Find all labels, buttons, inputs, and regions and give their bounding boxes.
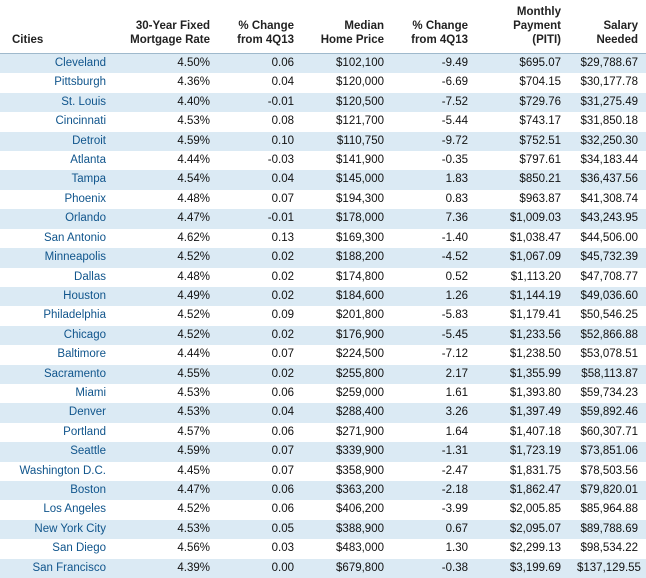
cell-monthly-payment: $1,407.18 bbox=[476, 423, 569, 442]
cell-salary-needed: $60,307.71 bbox=[569, 423, 646, 442]
cell-monthly-payment: $1,393.80 bbox=[476, 384, 569, 403]
table-row bbox=[0, 112, 646, 131]
cell-city: Washington D.C. bbox=[0, 462, 118, 481]
cell-monthly-payment: $1,862.47 bbox=[476, 481, 569, 500]
cell-rate-change: 0.06 bbox=[218, 423, 302, 442]
cell-salary-needed: $98,534.22 bbox=[569, 539, 646, 558]
cell-mortgage-rate: 4.53% bbox=[118, 384, 218, 403]
cell-rate-change: -0.03 bbox=[218, 151, 302, 170]
cell-median-home-price: $271,900 bbox=[302, 423, 392, 442]
cell-city: Miami bbox=[0, 384, 118, 403]
cell-monthly-payment: $695.07 bbox=[476, 54, 569, 74]
cell-rate-change: 0.04 bbox=[218, 73, 302, 92]
cell-median-home-price: $224,500 bbox=[302, 345, 392, 364]
cell-monthly-payment: $1,038.47 bbox=[476, 229, 569, 248]
cell-city: Minneapolis bbox=[0, 248, 118, 267]
cell-median-home-price: $120,500 bbox=[302, 93, 392, 112]
column-header-monthly-payment: Monthly Payment (PITI) bbox=[476, 0, 569, 54]
cell-rate-change: 0.06 bbox=[218, 500, 302, 519]
cell-price-change: 2.17 bbox=[392, 365, 476, 384]
cell-rate-change: -0.01 bbox=[218, 93, 302, 112]
table-row bbox=[0, 500, 646, 519]
cell-price-change: 3.26 bbox=[392, 403, 476, 422]
cell-salary-needed: $73,851.06 bbox=[569, 442, 646, 461]
cell-price-change: -5.44 bbox=[392, 112, 476, 131]
cell-rate-change: 0.00 bbox=[218, 559, 302, 578]
cell-median-home-price: $184,600 bbox=[302, 287, 392, 306]
cell-city: New York City bbox=[0, 520, 118, 539]
cell-mortgage-rate: 4.50% bbox=[118, 54, 218, 74]
cell-city: Portland bbox=[0, 423, 118, 442]
cell-salary-needed: $36,437.56 bbox=[569, 170, 646, 189]
column-header-mortgage-rate: 30-Year Fixed Mortgage Rate bbox=[118, 0, 218, 54]
table-header-row bbox=[0, 0, 646, 54]
cell-salary-needed: $29,788.67 bbox=[569, 54, 646, 74]
cell-city: Tampa bbox=[0, 170, 118, 189]
table-row bbox=[0, 423, 646, 442]
cell-city: Sacramento bbox=[0, 365, 118, 384]
cell-median-home-price: $259,000 bbox=[302, 384, 392, 403]
cell-monthly-payment: $704.15 bbox=[476, 73, 569, 92]
cell-monthly-payment: $1,238.50 bbox=[476, 345, 569, 364]
table-row bbox=[0, 248, 646, 267]
cell-city: San Antonio bbox=[0, 229, 118, 248]
cell-salary-needed: $47,708.77 bbox=[569, 268, 646, 287]
cell-median-home-price: $255,800 bbox=[302, 365, 392, 384]
cell-salary-needed: $50,546.25 bbox=[569, 306, 646, 325]
cell-monthly-payment: $1,723.19 bbox=[476, 442, 569, 461]
cell-monthly-payment: $2,095.07 bbox=[476, 520, 569, 539]
cell-city: Orlando bbox=[0, 209, 118, 228]
cell-mortgage-rate: 4.59% bbox=[118, 132, 218, 151]
table-row bbox=[0, 326, 646, 345]
cell-mortgage-rate: 4.49% bbox=[118, 287, 218, 306]
cell-rate-change: 0.04 bbox=[218, 403, 302, 422]
cell-monthly-payment: $1,355.99 bbox=[476, 365, 569, 384]
column-header-rate-change: % Change from 4Q13 bbox=[218, 0, 302, 54]
column-header-price-change: % Change from 4Q13 bbox=[392, 0, 476, 54]
cell-median-home-price: $679,800 bbox=[302, 559, 392, 578]
cell-rate-change: 0.06 bbox=[218, 384, 302, 403]
cell-price-change: -5.83 bbox=[392, 306, 476, 325]
cell-mortgage-rate: 4.44% bbox=[118, 151, 218, 170]
cell-price-change: -4.52 bbox=[392, 248, 476, 267]
cell-monthly-payment: $2,299.13 bbox=[476, 539, 569, 558]
cell-median-home-price: $102,100 bbox=[302, 54, 392, 74]
cell-mortgage-rate: 4.52% bbox=[118, 500, 218, 519]
cell-salary-needed: $53,078.51 bbox=[569, 345, 646, 364]
cell-salary-needed: $58,113.87 bbox=[569, 365, 646, 384]
table-row bbox=[0, 73, 646, 92]
cell-city: Chicago bbox=[0, 326, 118, 345]
cell-city: St. Louis bbox=[0, 93, 118, 112]
cell-monthly-payment: $797.61 bbox=[476, 151, 569, 170]
cell-city: Dallas bbox=[0, 268, 118, 287]
cell-salary-needed: $41,308.74 bbox=[569, 190, 646, 209]
cell-monthly-payment: $1,067.09 bbox=[476, 248, 569, 267]
cell-price-change: 1.61 bbox=[392, 384, 476, 403]
cell-price-change: -1.31 bbox=[392, 442, 476, 461]
cell-monthly-payment: $1,233.56 bbox=[476, 326, 569, 345]
cell-median-home-price: $388,900 bbox=[302, 520, 392, 539]
cell-mortgage-rate: 4.56% bbox=[118, 539, 218, 558]
cell-rate-change: 0.02 bbox=[218, 248, 302, 267]
table-row bbox=[0, 345, 646, 364]
table-row bbox=[0, 384, 646, 403]
table-row bbox=[0, 520, 646, 539]
cell-rate-change: 0.02 bbox=[218, 326, 302, 345]
cell-monthly-payment: $2,005.85 bbox=[476, 500, 569, 519]
cell-median-home-price: $121,700 bbox=[302, 112, 392, 131]
cell-mortgage-rate: 4.53% bbox=[118, 520, 218, 539]
cell-salary-needed: $78,503.56 bbox=[569, 462, 646, 481]
cell-monthly-payment: $1,113.20 bbox=[476, 268, 569, 287]
cell-rate-change: 0.07 bbox=[218, 190, 302, 209]
cell-rate-change: 0.02 bbox=[218, 365, 302, 384]
cell-price-change: 1.30 bbox=[392, 539, 476, 558]
cell-city: San Diego bbox=[0, 539, 118, 558]
cell-price-change: -1.40 bbox=[392, 229, 476, 248]
cell-rate-change: 0.10 bbox=[218, 132, 302, 151]
cell-median-home-price: $188,200 bbox=[302, 248, 392, 267]
cell-city: Houston bbox=[0, 287, 118, 306]
cell-monthly-payment: $1,009.03 bbox=[476, 209, 569, 228]
cell-rate-change: 0.05 bbox=[218, 520, 302, 539]
cell-mortgage-rate: 4.36% bbox=[118, 73, 218, 92]
cell-salary-needed: $31,275.49 bbox=[569, 93, 646, 112]
cell-monthly-payment: $850.21 bbox=[476, 170, 569, 189]
cell-mortgage-rate: 4.53% bbox=[118, 112, 218, 131]
cell-mortgage-rate: 4.47% bbox=[118, 481, 218, 500]
cell-mortgage-rate: 4.45% bbox=[118, 462, 218, 481]
cell-median-home-price: $174,800 bbox=[302, 268, 392, 287]
cell-city: Los Angeles bbox=[0, 500, 118, 519]
cell-median-home-price: $176,900 bbox=[302, 326, 392, 345]
cell-city: Philadelphia bbox=[0, 306, 118, 325]
cell-median-home-price: $169,300 bbox=[302, 229, 392, 248]
cell-city: Cincinnati bbox=[0, 112, 118, 131]
cell-mortgage-rate: 4.48% bbox=[118, 190, 218, 209]
cell-mortgage-rate: 4.48% bbox=[118, 268, 218, 287]
cell-monthly-payment: $743.17 bbox=[476, 112, 569, 131]
cell-price-change: 7.36 bbox=[392, 209, 476, 228]
cell-price-change: -3.99 bbox=[392, 500, 476, 519]
cell-rate-change: 0.06 bbox=[218, 54, 302, 74]
cell-city: Phoenix bbox=[0, 190, 118, 209]
cell-salary-needed: $43,243.95 bbox=[569, 209, 646, 228]
cell-salary-needed: $45,732.39 bbox=[569, 248, 646, 267]
cell-mortgage-rate: 4.52% bbox=[118, 326, 218, 345]
cell-mortgage-rate: 4.55% bbox=[118, 365, 218, 384]
table-body bbox=[0, 54, 646, 578]
cell-price-change: 0.83 bbox=[392, 190, 476, 209]
cell-price-change: -2.47 bbox=[392, 462, 476, 481]
table-row bbox=[0, 306, 646, 325]
cell-city: Atlanta bbox=[0, 151, 118, 170]
table-row bbox=[0, 287, 646, 306]
cell-mortgage-rate: 4.53% bbox=[118, 403, 218, 422]
column-header-cities: Cities bbox=[0, 0, 118, 54]
cell-mortgage-rate: 4.44% bbox=[118, 345, 218, 364]
cell-median-home-price: $194,300 bbox=[302, 190, 392, 209]
cell-rate-change: 0.03 bbox=[218, 539, 302, 558]
cell-price-change: -5.45 bbox=[392, 326, 476, 345]
table-row bbox=[0, 268, 646, 287]
cell-monthly-payment: $752.51 bbox=[476, 132, 569, 151]
cell-rate-change: 0.07 bbox=[218, 462, 302, 481]
cell-mortgage-rate: 4.54% bbox=[118, 170, 218, 189]
table-row bbox=[0, 442, 646, 461]
cell-monthly-payment: $1,144.19 bbox=[476, 287, 569, 306]
cell-median-home-price: $145,000 bbox=[302, 170, 392, 189]
cell-rate-change: -0.01 bbox=[218, 209, 302, 228]
cell-price-change: -7.52 bbox=[392, 93, 476, 112]
cell-median-home-price: $406,200 bbox=[302, 500, 392, 519]
cell-salary-needed: $31,850.18 bbox=[569, 112, 646, 131]
table-row bbox=[0, 151, 646, 170]
cell-price-change: 1.26 bbox=[392, 287, 476, 306]
cell-median-home-price: $483,000 bbox=[302, 539, 392, 558]
table-row bbox=[0, 93, 646, 112]
cell-salary-needed: $85,964.88 bbox=[569, 500, 646, 519]
cell-price-change: -9.72 bbox=[392, 132, 476, 151]
table-row bbox=[0, 229, 646, 248]
cell-mortgage-rate: 4.62% bbox=[118, 229, 218, 248]
table-row bbox=[0, 539, 646, 558]
table-row bbox=[0, 209, 646, 228]
column-header-median-home-price: Median Home Price bbox=[302, 0, 392, 54]
cell-rate-change: 0.13 bbox=[218, 229, 302, 248]
cell-monthly-payment: $729.76 bbox=[476, 93, 569, 112]
cell-rate-change: 0.09 bbox=[218, 306, 302, 325]
cell-price-change: -9.49 bbox=[392, 54, 476, 74]
cell-salary-needed: $32,250.30 bbox=[569, 132, 646, 151]
cell-median-home-price: $363,200 bbox=[302, 481, 392, 500]
cell-salary-needed: $59,734.23 bbox=[569, 384, 646, 403]
table-header bbox=[0, 0, 646, 54]
cell-price-change: 0.67 bbox=[392, 520, 476, 539]
cell-monthly-payment: $1,397.49 bbox=[476, 403, 569, 422]
cell-city: Cleveland bbox=[0, 54, 118, 74]
cell-monthly-payment: $1,831.75 bbox=[476, 462, 569, 481]
cell-city: Pittsburgh bbox=[0, 73, 118, 92]
cell-median-home-price: $339,900 bbox=[302, 442, 392, 461]
cell-city: Detroit bbox=[0, 132, 118, 151]
cell-price-change: 0.52 bbox=[392, 268, 476, 287]
cell-city: Denver bbox=[0, 403, 118, 422]
cell-rate-change: 0.02 bbox=[218, 287, 302, 306]
table-row bbox=[0, 481, 646, 500]
cell-price-change: 1.83 bbox=[392, 170, 476, 189]
cell-salary-needed: $44,506.00 bbox=[569, 229, 646, 248]
table-row bbox=[0, 132, 646, 151]
cell-rate-change: 0.06 bbox=[218, 481, 302, 500]
cell-city: Boston bbox=[0, 481, 118, 500]
cell-median-home-price: $110,750 bbox=[302, 132, 392, 151]
cell-median-home-price: $141,900 bbox=[302, 151, 392, 170]
cell-monthly-payment: $3,199.69 bbox=[476, 559, 569, 578]
cell-median-home-price: $358,900 bbox=[302, 462, 392, 481]
cell-salary-needed: $89,788.69 bbox=[569, 520, 646, 539]
cell-rate-change: 0.04 bbox=[218, 170, 302, 189]
cell-rate-change: 0.07 bbox=[218, 345, 302, 364]
cell-city: San Francisco bbox=[0, 559, 118, 578]
cell-salary-needed: $59,892.46 bbox=[569, 403, 646, 422]
cell-median-home-price: $178,000 bbox=[302, 209, 392, 228]
cell-monthly-payment: $963.87 bbox=[476, 190, 569, 209]
cell-mortgage-rate: 4.39% bbox=[118, 559, 218, 578]
cell-price-change: -0.38 bbox=[392, 559, 476, 578]
table-row bbox=[0, 170, 646, 189]
cell-rate-change: 0.07 bbox=[218, 442, 302, 461]
cell-mortgage-rate: 4.52% bbox=[118, 306, 218, 325]
cell-rate-change: 0.08 bbox=[218, 112, 302, 131]
table-row bbox=[0, 365, 646, 384]
cell-rate-change: 0.02 bbox=[218, 268, 302, 287]
table-row bbox=[0, 462, 646, 481]
cell-city: Seattle bbox=[0, 442, 118, 461]
cell-mortgage-rate: 4.40% bbox=[118, 93, 218, 112]
cell-city: Baltimore bbox=[0, 345, 118, 364]
table-row bbox=[0, 190, 646, 209]
cell-monthly-payment: $1,179.41 bbox=[476, 306, 569, 325]
cell-median-home-price: $201,800 bbox=[302, 306, 392, 325]
table-row bbox=[0, 54, 646, 74]
cell-price-change: -2.18 bbox=[392, 481, 476, 500]
cell-salary-needed: $34,183.44 bbox=[569, 151, 646, 170]
column-header-salary-needed: Salary Needed bbox=[569, 0, 646, 54]
cell-median-home-price: $120,000 bbox=[302, 73, 392, 92]
table-row bbox=[0, 403, 646, 422]
cell-price-change: -0.35 bbox=[392, 151, 476, 170]
cell-mortgage-rate: 4.59% bbox=[118, 442, 218, 461]
cell-salary-needed: $52,866.88 bbox=[569, 326, 646, 345]
table-row bbox=[0, 559, 646, 578]
cell-price-change: 1.64 bbox=[392, 423, 476, 442]
cell-salary-needed: $137,129.55 bbox=[569, 559, 646, 578]
cell-salary-needed: $30,177.78 bbox=[569, 73, 646, 92]
cell-mortgage-rate: 4.47% bbox=[118, 209, 218, 228]
cell-price-change: -6.69 bbox=[392, 73, 476, 92]
cell-mortgage-rate: 4.57% bbox=[118, 423, 218, 442]
cell-median-home-price: $288,400 bbox=[302, 403, 392, 422]
cell-mortgage-rate: 4.52% bbox=[118, 248, 218, 267]
cell-salary-needed: $49,036.60 bbox=[569, 287, 646, 306]
cell-price-change: -7.12 bbox=[392, 345, 476, 364]
cell-salary-needed: $79,820.01 bbox=[569, 481, 646, 500]
